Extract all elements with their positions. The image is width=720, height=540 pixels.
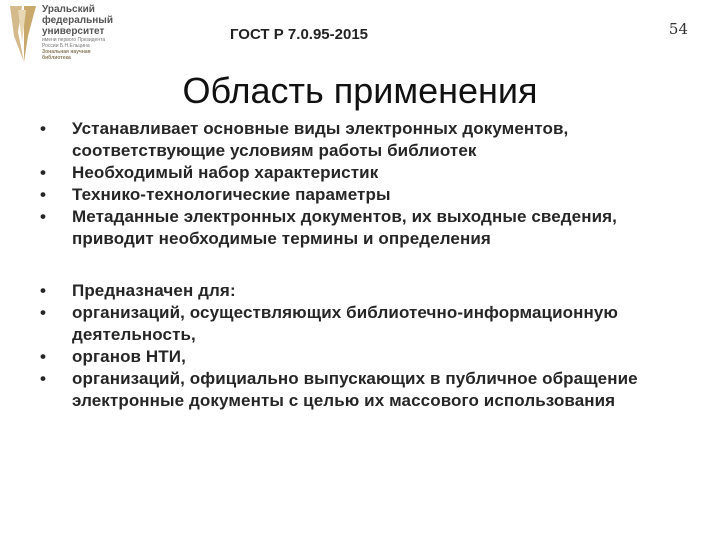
list-item: [26, 346, 698, 368]
list-item: [26, 162, 698, 184]
list-item: [26, 184, 698, 206]
logo-line-2: федеральный: [42, 15, 113, 26]
ural-university-emblem-icon: [6, 2, 40, 68]
bullet-icon: •: [40, 369, 47, 388]
logo-line-4: имени первого Президента: [42, 37, 106, 43]
slide-content: [26, 118, 698, 412]
list-item-text: органов НТИ,: [72, 347, 186, 366]
list-item-text: организаций, осуществляющих библиотечно-информационную деятельность,: [72, 303, 619, 344]
list-item-text: организаций, официально выпускающих в публичное обращение электронные документы с целью их массового использования: [72, 369, 638, 410]
university-logo: [6, 2, 126, 72]
bullet-list-scope: [26, 118, 698, 250]
bullet-icon: •: [40, 163, 47, 182]
logo-line-5: России Б.Н.Ельцина: [42, 43, 90, 49]
list-item-text: Необходимый набор характеристик: [72, 163, 379, 182]
list-item: [26, 118, 698, 162]
list-item: [26, 368, 698, 412]
bullet-icon: •: [40, 347, 47, 366]
bullet-icon: •: [40, 185, 47, 204]
logo-line-7: библиотека: [42, 55, 71, 61]
list-item-text: Технико-технологические параметры: [72, 185, 391, 204]
standard-label: ГОСТ Р 7.0.95-2015: [230, 26, 369, 43]
list-item-text: Предназначен для:: [72, 281, 236, 300]
list-item-text: Устанавливает основные виды электронных документов, соответствующие условиям работы библиотек: [72, 119, 569, 160]
list-item-text: Метаданные электронных документов, их выходные сведения, приводит необходимые термины и определения: [72, 207, 617, 248]
page-number: 54: [668, 20, 688, 38]
list-item: [26, 206, 698, 250]
logo-line-6: Зональная научная: [42, 49, 91, 55]
bullet-icon: •: [40, 281, 47, 300]
logo-line-3: университет: [42, 26, 105, 37]
bullet-icon: •: [40, 119, 47, 138]
bullet-icon: •: [40, 303, 47, 322]
list-item: [26, 280, 698, 302]
bullet-list-audience: [26, 280, 698, 412]
bullet-icon: •: [40, 207, 47, 226]
list-item: [26, 302, 698, 346]
logo-line-1: Уральский: [42, 4, 95, 15]
slide-title: Область применения: [182, 70, 538, 111]
